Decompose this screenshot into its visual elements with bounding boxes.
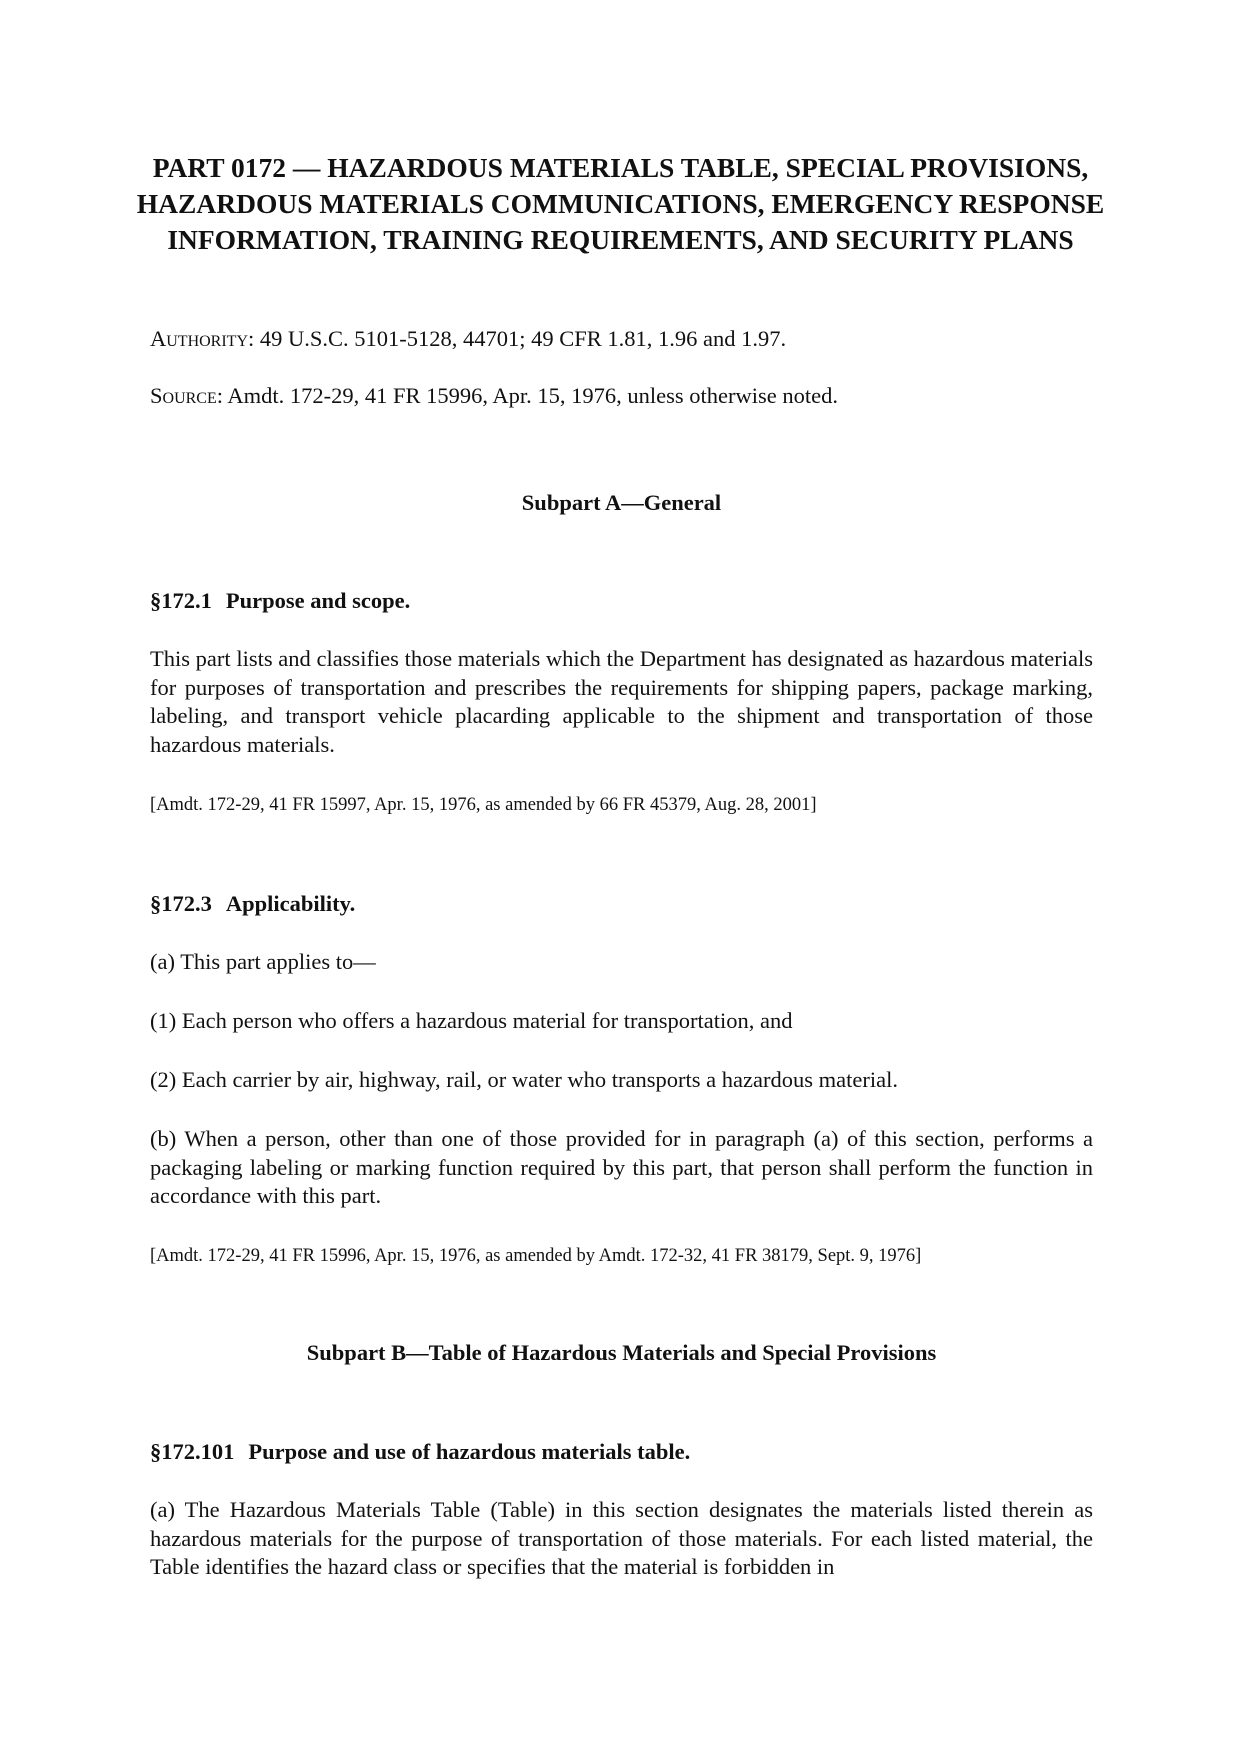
- section-172-101-para-a: (a) The Hazardous Materials Table (Table) in this section designates the materials listed therein as hazardous materials for the purpose of transportation of those materials. For each listed material, the Table identifies the hazard class or specifies that the material is forbidden in: [150, 1497, 1093, 1579]
- section-172-3-para-b: (b) When a person, other than one of those provided for in paragraph (a) of this section, performs a packaging labeling or marking function required by this part, that person shall perform the function in accordance with this part.: [150, 1126, 1093, 1208]
- authority-line: [150, 325, 1093, 353]
- source-line: [150, 382, 1093, 410]
- authority-text: : 49 U.S.C. 5101-5128, 44701; 49 CFR 1.81, 1.96 and 1.97.: [248, 326, 787, 351]
- source-text: : Amdt. 172-29, 41 FR 15996, Apr. 15, 1976, unless otherwise noted.: [216, 383, 838, 408]
- section-172-3-heading: [150, 890, 1093, 918]
- subpart-a-title: Subpart A—General: [521, 490, 722, 515]
- section-172-1-body: This part lists and classifies those materials which the Department has designated as hazardous materials for purposes of transportation and prescribes the requirements for shipping papers, package marking, labeling, and transport vehicle placarding applicable to the shipment and transportation of those hazardous materials.: [150, 646, 1093, 757]
- authority-label: Authority: [150, 326, 249, 351]
- section-172-101-heading: [150, 1438, 1093, 1466]
- section-number: §172.3: [150, 891, 212, 916]
- section-172-3-para-a: (a) This part applies to—: [150, 949, 376, 974]
- subpart-b-title: Subpart B—Table of Hazardous Materials and Special Provisions: [306, 1340, 937, 1365]
- section-title: Purpose and scope.: [225, 588, 411, 613]
- section-172-1-citation: [Amdt. 172-29, 41 FR 15997, Apr. 15, 1976, as amended by 66 FR 45379, Aug. 28, 2001]: [150, 795, 817, 815]
- section-title: Purpose and use of hazardous materials table.: [248, 1439, 691, 1464]
- section-number: §172.101: [150, 1439, 235, 1464]
- section-number: §172.1: [150, 588, 212, 613]
- section-172-3-citation: [Amdt. 172-29, 41 FR 15996, Apr. 15, 1976, as amended by Amdt. 172-32, 41 FR 38179, Sept. 9, 1976]: [150, 1246, 922, 1266]
- source-label: Source: [150, 383, 217, 408]
- section-title: Applicability.: [225, 891, 356, 916]
- section-172-3-para-2: (2) Each carrier by air, highway, rail, or water who transports a hazardous material.: [150, 1067, 898, 1092]
- section-172-3-para-1: (1) Each person who offers a hazardous material for transportation, and: [150, 1008, 793, 1033]
- part-title: PART 0172 — HAZARDOUS MATERIALS TABLE, SPECIAL PROVISIONS, HAZARDOUS MATERIALS COMMUNICATIONS, EMERGENCY RESPONSE INFORMATION, TRAINING REQUIREMENTS, AND SECURITY PLANS: [136, 152, 1105, 255]
- section-172-1-heading: [150, 587, 1093, 615]
